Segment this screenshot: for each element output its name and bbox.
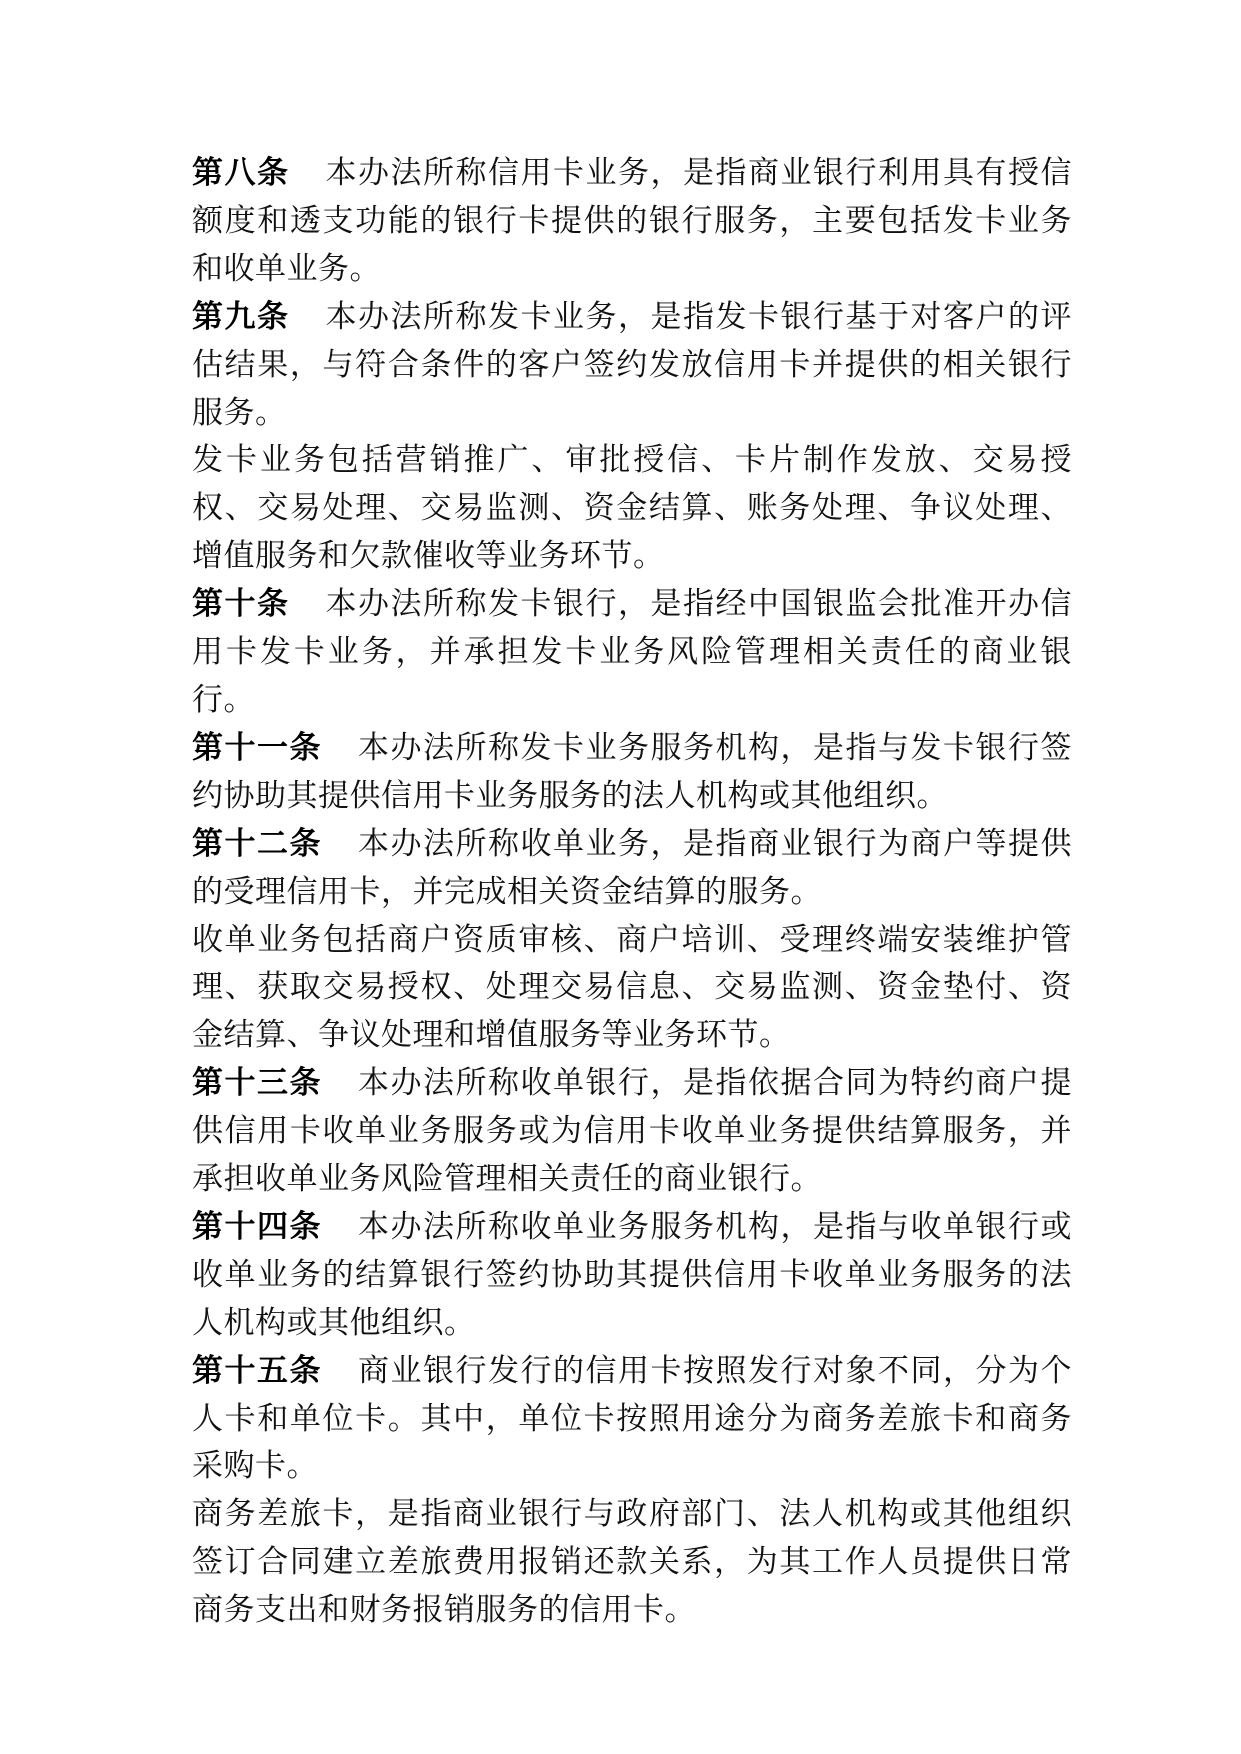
article-12-continuation (192, 917, 1072, 1061)
article-text: 收单业务包括商户资质审核、商户培训、受理终端安装维护管理、获取交易授权、处理交易信息、交易监测、资金垫付、资金结算、争议处理和增值服务等业务环节。 (192, 921, 1072, 1054)
article-12-paragraph (192, 821, 1072, 917)
article-8-paragraph (192, 150, 1072, 294)
article-number: 第十五条 (192, 1352, 322, 1389)
article-number: 第十一条 (192, 729, 322, 766)
article-11-paragraph (192, 725, 1072, 821)
article-9-continuation (192, 437, 1072, 581)
article-10-paragraph (192, 581, 1072, 725)
document-body (192, 150, 1072, 1635)
article-text: 本办法所称信用卡业务，是指商业银行利用具有授信额度和透支功能的银行卡提供的银行服务，主要包括发卡业务和收单业务。 (192, 155, 1072, 287)
article-number: 第十四条 (192, 1208, 322, 1245)
article-15-continuation (192, 1491, 1072, 1635)
article-text: 本办法所称发卡业务服务机构，是指与发卡银行签约协助其提供信用卡业务服务的法人机构或其他组织。 (192, 729, 1072, 814)
article-15-paragraph (192, 1348, 1072, 1492)
article-13-paragraph (192, 1060, 1072, 1204)
article-number: 第十条 (192, 586, 290, 623)
article-9-paragraph (192, 294, 1072, 438)
article-number: 第九条 (192, 298, 290, 335)
article-text: 本办法所称发卡银行，是指经中国银监会批准开办信用卡发卡业务，并承担发卡业务风险管理相关责任的商业银行。 (192, 586, 1072, 718)
article-text: 本办法所称收单业务服务机构，是指与收单银行或收单业务的结算银行签约协助其提供信用卡收单业务服务的法人机构或其他组织。 (192, 1208, 1072, 1341)
article-text: 商业银行发行的信用卡按照发行对象不同，分为个人卡和单位卡。其中，单位卡按照用途分为商务差旅卡和商务采购卡。 (192, 1352, 1072, 1485)
article-text: 本办法所称收单业务，是指商业银行为商户等提供的受理信用卡，并完成相关资金结算的服务。 (192, 825, 1072, 910)
article-text: 本办法所称收单银行，是指依据合同为特约商户提供信用卡收单业务服务或为信用卡收单业务提供结算服务，并承担收单业务风险管理相关责任的商业银行。 (192, 1065, 1072, 1198)
article-number: 第八条 (192, 155, 290, 191)
article-number: 第十三条 (192, 1065, 322, 1102)
article-text: 商务差旅卡，是指商业银行与政府部门、法人机构或其他组织签订合同建立差旅费用报销还款关系，为其工作人员提供日常商务支出和财务报销服务的信用卡。 (192, 1496, 1072, 1629)
article-text: 本办法所称发卡业务，是指发卡银行基于对客户的评估结果，与符合条件的客户签约发放信用卡并提供的相关银行服务。 (192, 298, 1072, 431)
article-text: 发卡业务包括营销推广、审批授信、卡片制作发放、交易授权、交易处理、交易监测、资金结算、账务处理、争议处理、增值服务和欠款催收等业务环节。 (192, 442, 1072, 575)
article-14-paragraph (192, 1204, 1072, 1348)
article-number: 第十二条 (192, 825, 322, 862)
